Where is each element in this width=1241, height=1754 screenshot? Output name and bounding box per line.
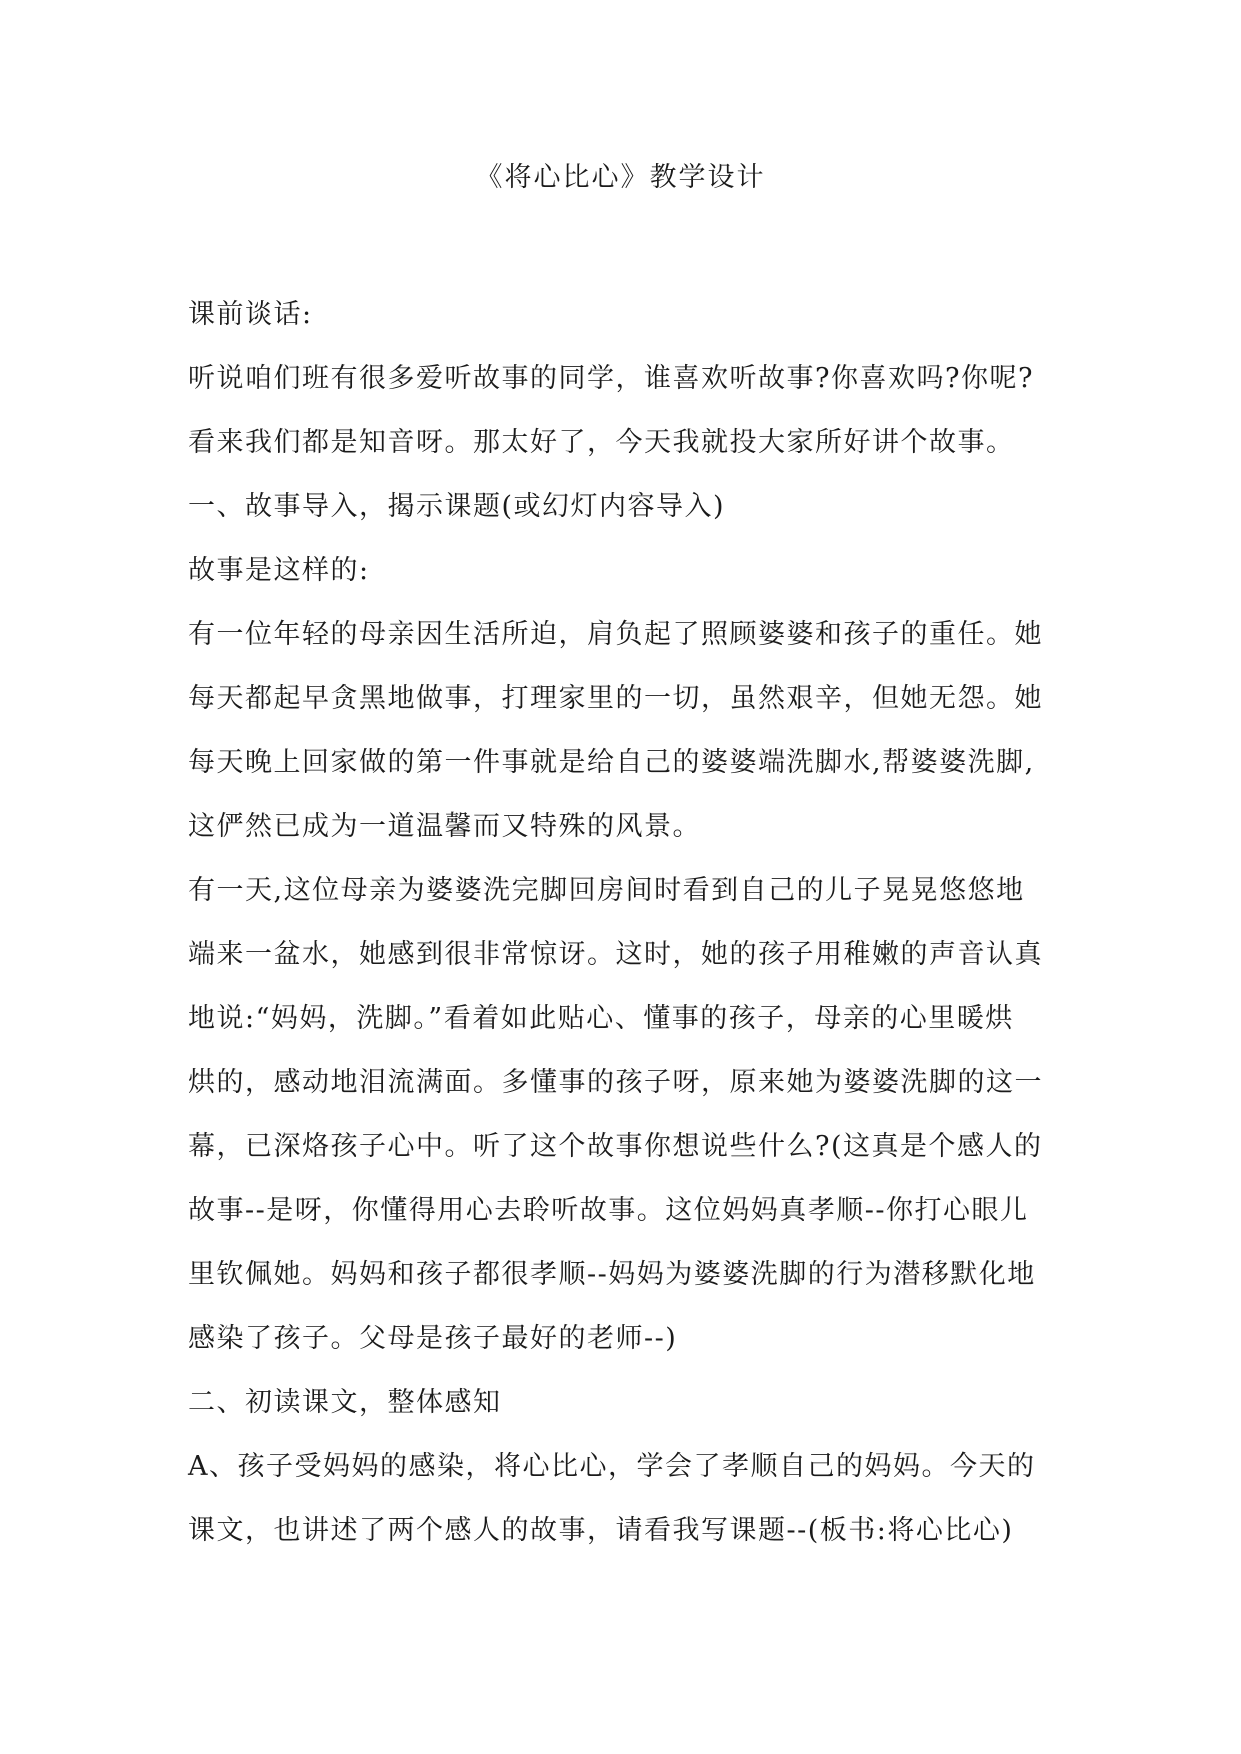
text-line: 听说咱们班有很多爱听故事的同学，谁喜欢听故事?你喜欢吗?你呢? [188,363,1034,394]
text-line: 烘的，感动地泪流满面。多懂事的孩子呀，原来她为婆婆洗脚的这一 [188,1067,1043,1098]
text-line: 感染了孩子。父母是孩子最好的老师--) [188,1323,678,1354]
text-line: 故事--是呀，你懂得用心去聆听故事。这位妈妈真孝顺--你打心眼儿 [188,1195,1029,1226]
text-line: 每天晚上回家做的第一件事就是给自己的婆婆端洗脚水,帮婆婆洗脚, [188,747,1035,778]
text-line: 故事是这样的: [188,555,370,586]
text-line: 课前谈话: [188,299,313,330]
section-heading: 二、初读课文，整体感知 [188,1387,502,1418]
text-line: 端来一盆水，她感到很非常惊讶。这时，她的孩子用稚嫩的声音认真 [188,939,1043,970]
text-line: 里钦佩她。妈妈和孩子都很孝顺--妈妈为婆婆洗脚的行为潜移默化地 [188,1259,1036,1290]
section-heading: 一、故事导入，揭示课题(或幻灯内容导入) [188,491,726,522]
text-line: 看来我们都是知音呀。那太好了，今天我就投大家所好讲个故事。 [188,427,1015,458]
text-line: 课文，也讲述了两个感人的故事，请看我写课题--(板书:将心比心) [188,1515,1014,1546]
text-line: 有一位年轻的母亲因生活所迫，肩负起了照顾婆婆和孩子的重任。她 [188,619,1043,650]
text-line: 地说:“妈妈，洗脚。”看着如此贴心、懂事的孩子，母亲的心里暖烘 [188,1003,1014,1034]
document-title: 《将心比心》教学设计 [475,162,766,193]
document-body [188,295,1058,1575]
text-line: 每天都起早贪黑地做事，打理家里的一切，虽然艰辛，但她无怨。她 [188,683,1043,714]
text-line: 幕，已深烙孩子心中。听了这个故事你想说些什么?(这真是个感人的 [188,1131,1043,1162]
text-line: 有一天,这位母亲为婆婆洗完脚回房间时看到自己的儿子晃晃悠悠地 [188,875,1025,906]
text-line: A、孩子受妈妈的感染，将心比心，学会了孝顺自己的妈妈。今天的 [188,1451,1036,1482]
text-line: 这俨然已成为一道温馨而又特殊的风景。 [188,811,701,842]
